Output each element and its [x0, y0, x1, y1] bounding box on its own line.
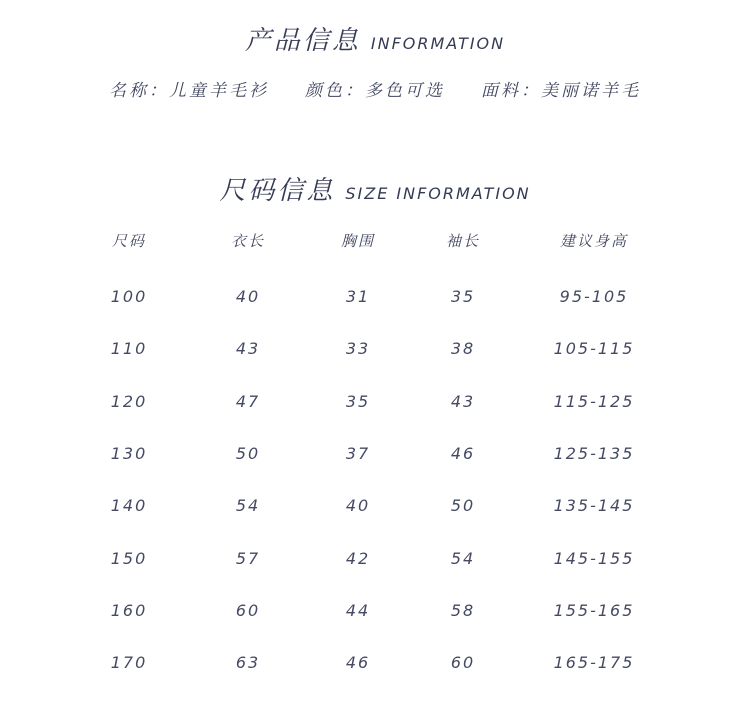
- column-header-sleeve: 袖长: [445, 232, 480, 250]
- table-row: [0, 339, 750, 363]
- cell-chest: 42: [345, 548, 371, 568]
- cell-size: 130: [110, 443, 148, 463]
- cell-chest: 35: [345, 391, 371, 411]
- cell-length: 43: [235, 339, 261, 359]
- cell-height: 145-155: [553, 548, 635, 568]
- cell-height: 135-145: [553, 496, 635, 516]
- column-header-length: 衣长: [230, 232, 265, 250]
- size-info-title-cn: 尺码信息: [219, 176, 336, 206]
- cell-sleeve: 54: [450, 548, 476, 568]
- cell-height: 125-135: [553, 443, 635, 463]
- cell-size: 150: [110, 548, 148, 568]
- column-header-size: 尺码: [111, 232, 146, 250]
- product-name: 名称：儿童羊毛衫: [109, 81, 269, 101]
- product-color: 颜色：多色可选: [305, 81, 445, 101]
- cell-size: 160: [110, 600, 148, 620]
- cell-length: 63: [235, 653, 261, 673]
- cell-height: 115-125: [553, 391, 635, 411]
- cell-sleeve: 46: [450, 443, 476, 463]
- table-row: [0, 444, 750, 468]
- product-info-title-cn: 产品信息: [244, 26, 361, 56]
- cell-chest: 33: [345, 339, 371, 359]
- product-info-line: [0, 76, 750, 101]
- cell-height: 95-105: [559, 287, 629, 306]
- cell-height: 105-115: [553, 339, 635, 359]
- cell-length: 40: [235, 287, 261, 306]
- cell-sleeve: 38: [450, 339, 476, 359]
- cell-chest: 40: [345, 496, 371, 516]
- table-row: [0, 496, 750, 520]
- table-row: [0, 549, 750, 573]
- cell-size: 110: [110, 339, 148, 359]
- cell-sleeve: 50: [450, 496, 476, 516]
- cell-length: 54: [235, 496, 261, 516]
- cell-size: 120: [110, 391, 148, 411]
- cell-length: 60: [235, 600, 261, 620]
- size-table-header: [0, 230, 750, 254]
- column-header-chest: 胸围: [340, 232, 375, 250]
- size-info-title: [0, 170, 750, 207]
- cell-height: 155-165: [553, 600, 635, 620]
- product-info-title: [0, 20, 750, 57]
- cell-size: 100: [110, 287, 148, 306]
- size-info-title-en: SIZE INFORMATION: [345, 184, 531, 203]
- cell-length: 50: [235, 443, 261, 463]
- cell-length: 47: [235, 391, 261, 411]
- cell-sleeve: 43: [450, 391, 476, 411]
- cell-length: 57: [235, 548, 261, 568]
- cell-size: 140: [110, 496, 148, 516]
- cell-chest: 37: [345, 443, 371, 463]
- table-row: [0, 392, 750, 416]
- table-row: [0, 601, 750, 625]
- product-fabric: 面料：美丽诺羊毛: [481, 81, 641, 101]
- cell-size: 170: [110, 653, 148, 673]
- table-row: [0, 287, 750, 311]
- cell-height: 165-175: [553, 653, 635, 673]
- cell-chest: 46: [345, 653, 371, 673]
- cell-sleeve: 35: [450, 287, 476, 306]
- cell-sleeve: 60: [450, 653, 476, 673]
- cell-sleeve: 58: [450, 600, 476, 620]
- product-info-title-en: INFORMATION: [370, 34, 506, 53]
- cell-chest: 44: [345, 600, 371, 620]
- cell-chest: 31: [345, 287, 371, 306]
- column-header-height: 建议身高: [559, 232, 628, 250]
- table-row: [0, 653, 750, 677]
